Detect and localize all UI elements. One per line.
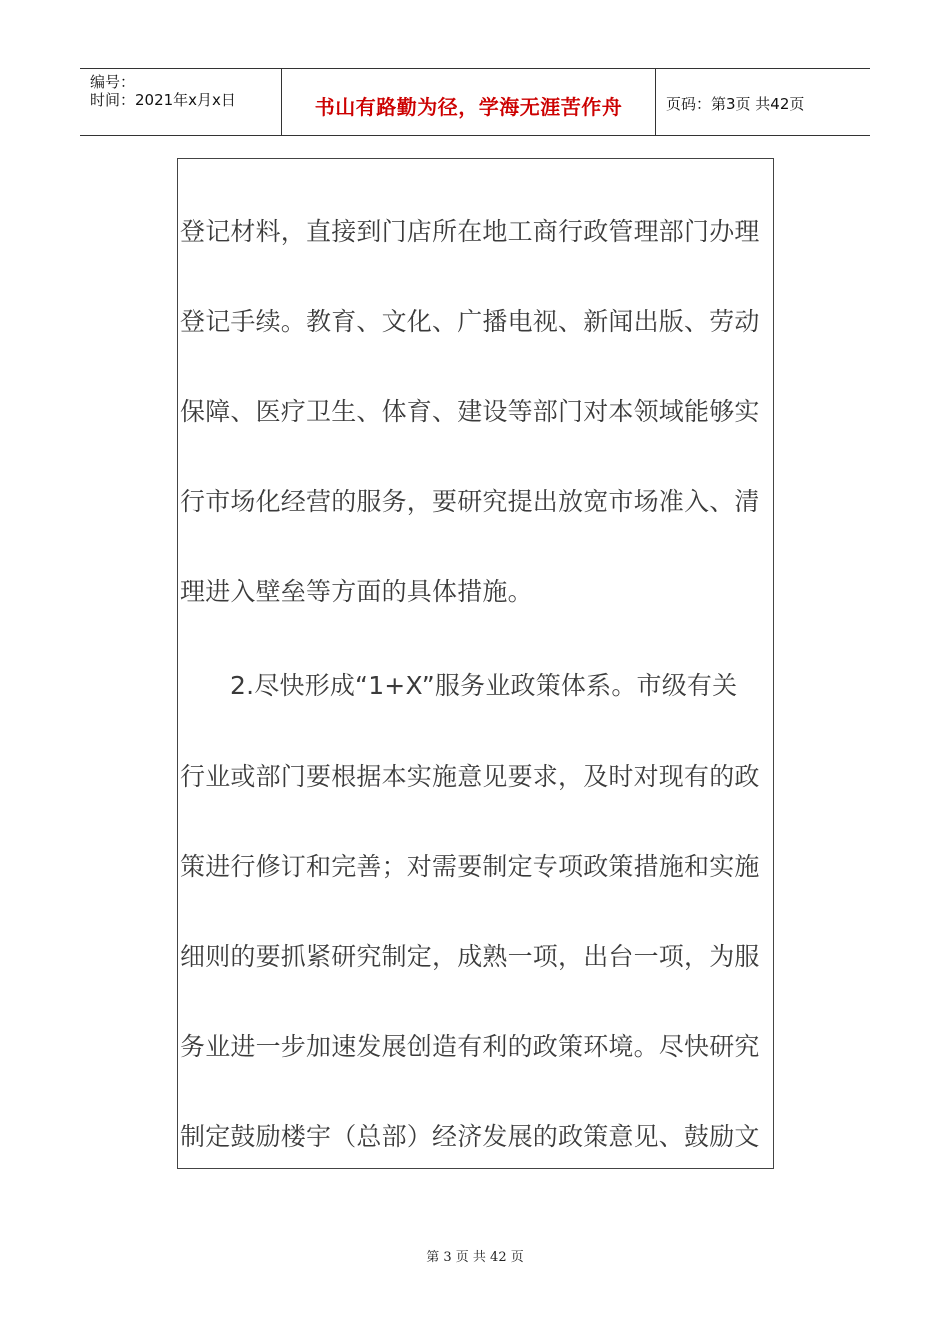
body-line: 行市场化经营的服务，要研究提出放宽市场准入、清 <box>180 487 760 516</box>
document-body <box>177 158 774 1169</box>
document-number-label: 编号： <box>90 73 136 91</box>
body-line-paragraph-start: 2.尽快形成“1+X”服务业政策体系。市级有关 <box>230 671 738 700</box>
body-line: 细则的要抓紧研究制定，成熟一项，出台一项，为服 <box>180 942 760 971</box>
body-line: 务业进一步加速发展创造有利的政策环境。尽快研究 <box>180 1032 760 1061</box>
header-page-cell <box>656 69 870 135</box>
body-line: 理进入壁垒等方面的具体措施。 <box>180 577 533 606</box>
header-motto-cell <box>282 69 656 135</box>
body-line: 制定鼓励楼宇（总部）经济发展的政策意见、鼓励文 <box>180 1122 760 1151</box>
body-line: 保障、医疗卫生、体育、建设等部门对本领域能够实 <box>180 397 760 426</box>
body-line: 策进行修订和完善；对需要制定专项政策措施和实施 <box>180 852 760 881</box>
header-motto: 书山有路勤为径，学海无涯苦作舟 <box>314 95 623 119</box>
body-line: 行业或部门要根据本实施意见要求，及时对现有的政 <box>180 762 760 791</box>
page-footer: 第 3 页 共 42 页 <box>426 1250 524 1265</box>
header-page-info: 页码：第3页 共42页 <box>666 95 805 113</box>
body-line: 登记材料，直接到门店所在地工商行政管理部门办理 <box>180 217 760 246</box>
header-meta-cell <box>80 69 282 135</box>
page-header <box>80 68 870 136</box>
body-line: 登记手续。教育、文化、广播电视、新闻出版、劳动 <box>180 307 760 336</box>
document-date: 时间：2021年x月x日 <box>90 91 236 109</box>
